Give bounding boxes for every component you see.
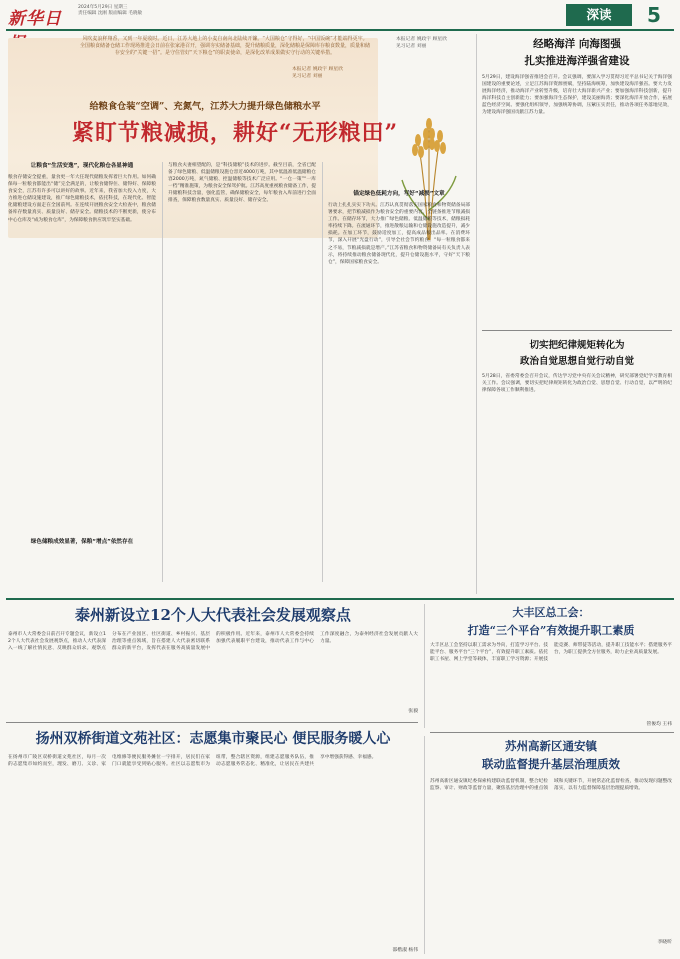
newspaper-logo: 新华日 xyxy=(8,9,62,29)
article-discipline-body: 5月28日，省委常委会召开会议，传达学习党中央有关会议精神，研究部署党纪学习教育相关工作。会议强调，要切实把纪律规矩转化为政治自觉、思想自觉、行动自觉，以严明的纪律保障各项工作顺利推进。 xyxy=(482,374,672,394)
issue-editors: 责任编辑 沈刚 版面编辑 毛晓敏 xyxy=(78,11,143,17)
lead-byline xyxy=(292,66,343,80)
section-separator xyxy=(6,598,674,600)
article-dafeng xyxy=(430,604,672,728)
column-divider xyxy=(424,736,425,954)
article-discipline-subtitle: 政治自觉思想自觉行动自觉 xyxy=(519,356,634,367)
article-suzhou-body: 苏州高新区通安镇纪委探索构建联动监督机制，整合纪检监察、审计、财政等监督力量，聚焦基层治理中的重点领域和关键环节，开展常态化监督检查，推动发现问题整改落实，以有力监督保障基层治理提质增效。 xyxy=(430,779,672,792)
article-ocean-subtitle: 扎实推进海洋强省建设 xyxy=(524,55,630,67)
lead-column-3: 行动上扎扎实实下功夫。江苏认真贯彻落实国家粮食和物资储备局部署要求，把节粮减损作为粮食安全的重要内容，全链条推进节粮减损工作。在储存环节，大力推广绿色储粮、低温储粮等技术，储粮损耗率持续下降。在流通环节，推进散粮运输和仓储设施改造提升，减少损耗。在加工环节，鼓励适度加工，提高成品粮出品率。在消费环节，深入开展“光盘行动”，引导全社会节约粮食。“每一粒粮食都来之不易，节粮减损就是增产。”江苏省粮食和物资储备局有关负责人表示，将持续推动粮食储备现代化，提升仓储设施水平，守好“天下粮仓”，保障国家粮食安全。 xyxy=(328,203,470,265)
subhead-3: 锚定绿色低耗方向，写好“减损”文章 xyxy=(353,191,445,197)
article-suzhou-byline: 李晓昕 xyxy=(657,940,672,945)
article-dafeng-body: 大丰区总工会坚持以职工需求为导向，打造学习平台、技能平台、服务平台“三个平台”，有效提升职工素质。依托职工书屋、网上学堂等载体，丰富职工学习资源；开展技能竞赛、师带徒等活动，提升职工技能水平；搭建服务平台，为职工提供全方位服务，助力企业高质量发展。 xyxy=(430,643,672,663)
bottom-divider-right xyxy=(430,732,674,733)
lead-byline-right xyxy=(396,36,476,50)
article-yangzhou-byline: 邵楷淑 杨伟 xyxy=(392,948,418,953)
article-yangzhou xyxy=(8,728,418,954)
article-discipline-title: 切实把纪律规矩转化为 xyxy=(529,340,625,351)
section-label: 深读 xyxy=(566,4,632,26)
lead-byline-right-intern: 见习记者 刘丽 xyxy=(396,44,427,49)
subhead-1: 让粮食“生活安逸”，现代化粮仓各显神通 xyxy=(30,163,134,169)
article-taizhou-byline: 张毅 xyxy=(408,709,418,714)
issue-date: 2024年5月29日 星期三 xyxy=(78,5,128,10)
article-ocean-body: 5月29日，建设海洋强省推进会召开。会议强调，要深入学习贯彻习近平总书记关于海洋强国建设的重要论述，立足江苏海洋资源禀赋，坚持陆海统筹，加快建设海洋强省。要大力发展海洋经济，推动海洋产业转型升级，培育壮大海洋新兴产业；要加强海洋科技创新，提升海洋科技自主创新能力；要加强海洋生态保护，建设美丽海湾；要深化海洋开放合作，拓展蓝色经济空间。要强化组织领导，加强统筹协调，压紧压实责任，推动各项任务落地见效，为建设海洋强国贡献江苏力量。 xyxy=(482,75,672,116)
lead-kicker: 给粮食仓装“空调”、充氮气，江苏大力提升绿色储粮水平 xyxy=(89,101,321,112)
article-yangzhou-title: 扬州双桥街道文苑社区：志愿集市聚民心 便民服务暖人心 xyxy=(35,731,391,747)
column-divider xyxy=(162,162,163,582)
column-divider xyxy=(322,162,323,582)
column-divider xyxy=(424,604,425,728)
lead-byline-right-reporters: 本报记者 姚政宇 顾星欣 xyxy=(396,37,448,42)
right-column xyxy=(482,34,672,594)
right-article-divider xyxy=(482,330,672,331)
article-taizhou-title: 泰州新设立12个人大代表社会发展观察点 xyxy=(75,606,351,624)
bottom-divider xyxy=(6,722,418,723)
right-column-divider xyxy=(476,34,477,594)
lead-byline-intern: 见习记者 刘丽 xyxy=(292,74,323,79)
article-dafeng-byline: 管俊均 王祎 xyxy=(646,722,672,727)
article-suzhou-subtitle: 联动监督提升基层治理质效 xyxy=(482,757,620,771)
article-suzhou xyxy=(430,738,672,954)
article-dafeng-title: 大丰区总工会： xyxy=(512,606,590,619)
lead-headline: 紧盯节粮减损，耕好“无形粮田” xyxy=(71,120,399,146)
lead-quote: 风吹麦浪秤翔香，又到一年夏收时。近日，江苏大地上的小麦自南向北陆续开镰。“大国粮仓”守得好，“中国饭碗”才能端得更牢。全国粮食储备仓储工作现场推进会日前在张家港召开，强调夯实储备基础，提升储粮质量，深化储粮是保障库存粮食数量，质量和储存安全的“关键一招”。是守住管好“天下粮仓”的职责使命，是深化改革成果做实守行动的关键举措。 xyxy=(80,36,371,57)
issue-meta xyxy=(78,5,142,18)
lead-byline-reporters: 本报记者 姚政宇 顾星欣 xyxy=(292,67,344,72)
page-number: 5 xyxy=(647,3,661,27)
lead-column-2: 与粮食夫妻相望配的，是“科技储粮”技术的进步。截至目前，全省已配备了绿色储粮、低温储粮设施仓容近4000万吨，其中低温准低温储粮仓容2000万吨，氮气储粮、控温储粮等技术广泛应用。“一仓一策”“一库一档”精准施策，为粮食安全保驾护航。江苏高度重视粮食储备工作，提升储粮科技含量，强化监管，确保储粮安全，每年粮食入库前进行全面排查，保障粮食数量真实、质量良好、储存安全。 xyxy=(168,163,316,204)
lead-column-1: 粮食存储安全提重，量食更一年大任现代储粮发挥着巨大作用。如何确保每一粒粮食都能出“储”完全满足的，让粮食储得住、储得好、保障粮食安全，江苏有许多可以讲好的故事。近年来，我省加大投入力度，大力推进仓储设施建设，推广绿色储粮技术，依托科技，在现代化、智能化储粮建设方面走在全国前列。在连续开展粮食安全大检查中，粮食储备库存数量真实、质量良好、储存安全。储粮技术的不断更新，使分布中心仓库及“成为粮食仓库”，为保障粮食供应筑牢坚实基础。 xyxy=(8,175,156,223)
lead-article-body xyxy=(8,162,470,582)
article-ocean-title: 经略海洋 向海图强 xyxy=(533,38,621,50)
article-yangzhou-body: 在扬州市广陵区双桥街道文苑社区，每月一次的志愿集市如约而至，理发、磨刀、义诊、家电维修等便民服务摊位一字排开，居民们在家门口就能享受到贴心服务。社区以志愿集市为纽带，整合辖区资源，组建志愿服务队伍，推动志愿服务常态化、精准化，让居民在共建共享中增强获得感、幸福感。 xyxy=(8,755,377,768)
masthead-rule xyxy=(6,29,674,31)
article-suzhou-title: 苏州高新区通安镇 xyxy=(505,739,597,753)
subhead-2: 绿色储粮成效显著，保粮“增点”依然存在 xyxy=(30,539,134,545)
article-dafeng-subtitle: 打造“三个平台”有效提升职工素质 xyxy=(467,624,635,637)
article-taizhou xyxy=(8,604,418,716)
article-taizhou-body: 泰州市人大常委会日前召开专题会议，新设立12个人大代表社会发展观察点，推动人大代表深入一线了解社情民意、反映群众诉求。观察点分布在产业园区、社区街道、乡村振兴、基层治理等重点领域，旨在搭建人大代表密切联系群众的新平台，发挥代表在服务高质量发展中的积极作用。近年来，泰州市人大常委会持续加强代表履职平台建设，推动代表工作与中心工作深度融合，为泰州经济社会发展贡献人大力量。 xyxy=(8,632,418,652)
